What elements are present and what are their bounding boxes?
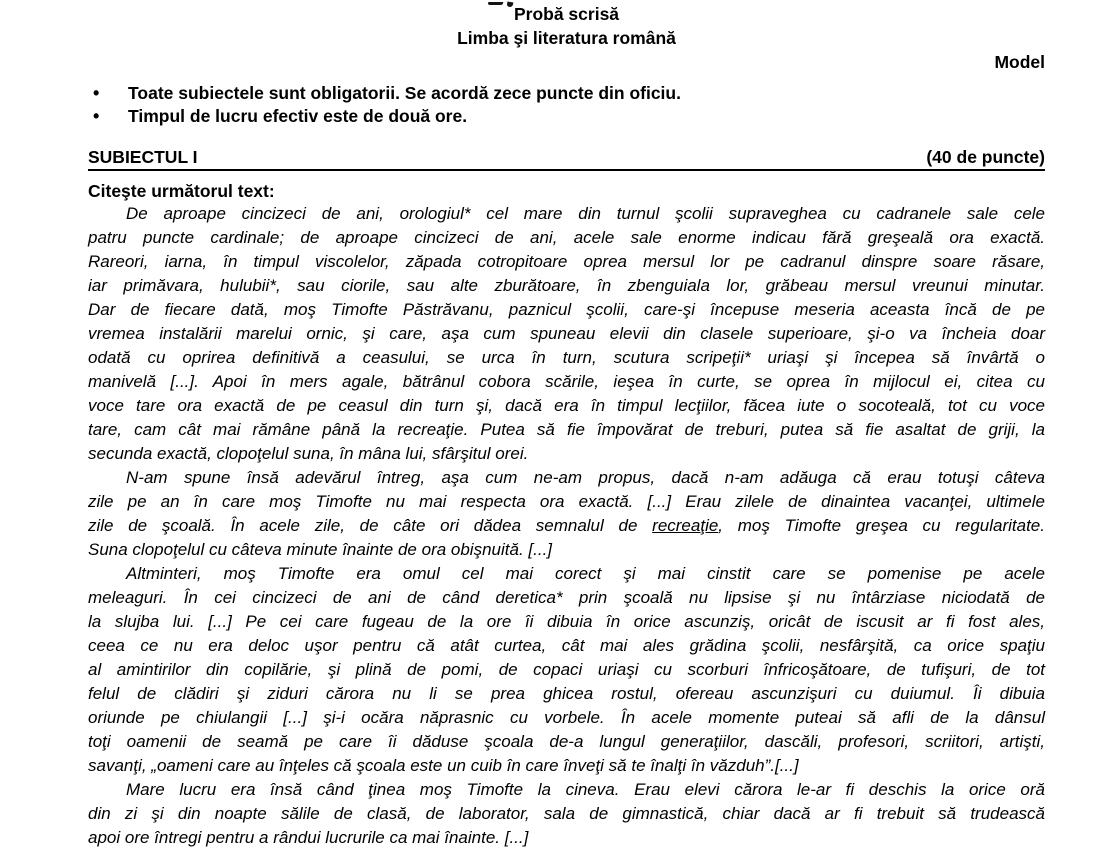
instructions-list <box>88 82 1045 128</box>
text-line: zile pe an în care moş Timofte nu mai respecta ora exactă. [...] Erau zilele de dinaintea vacanţei, ultimele <box>88 492 1045 511</box>
text-line: la slujba lui. [...] Pe cei care fugeau de la ore îi dibuia în orice ascunziş, oricât de iscusit ar fi fost ales, <box>88 612 1045 631</box>
instruction-text: Timpul de lucru efectiv este de două ore. <box>128 106 468 126</box>
bullet-icon: • <box>93 106 100 126</box>
read-text-label: Citeşte următorul text: <box>88 181 275 201</box>
text-line: Dar de fiecare dată, moş Timofte Păstrăvanu, paznicul şcolii, care-şi începuse meseria aceasta încă de pe <box>88 300 1045 319</box>
literary-text <box>88 202 1045 850</box>
bullet-icon: • <box>93 83 100 103</box>
text-line: vremea instalării marelui ornic, şi care, aşa cum spuneau elevii din clasele superioare, şi-o va încheia doar <box>88 324 1045 343</box>
instruction-item <box>88 82 1045 105</box>
instruction-item <box>88 105 1045 128</box>
text-line: savanţi, „oameni care au înţeles că şcoala este un cuib în care înveţi să te înalţi în văzduh”.[...] <box>88 756 799 775</box>
section-title: SUBIECTUL I <box>88 147 198 167</box>
text-line: Suna clopoţelul cu câteva minute înainte de ora obişnuită. [...] <box>88 540 553 559</box>
text-line: N-am spune însă adevărul întreg, aşa cum ne-am propus, dacă n-am adăuga că erau totuşi câteva <box>126 468 1045 487</box>
text-line: meleaguri. În cei cincizeci de ani de când deretica* prin şcoală nu lipsise şi nu întârziase niciodată de <box>88 588 1045 607</box>
subject-title: Limba şi literatura română <box>457 28 676 48</box>
cropped-glyph-mark <box>507 2 514 8</box>
text-line: voce tare ora exactă de pe ceasul din turn şi, dacă era în timpul lecţiilor, făcea iute o socoteală, tot cu voce <box>88 396 1045 415</box>
paragraph-4 <box>88 778 1045 850</box>
exam-type-title: Probă scrisă <box>513 4 620 24</box>
paragraph-2 <box>88 466 1045 562</box>
text-line: patru puncte cardinale; de aproape cincizeci de ani, acele sale enorme indicau fără greşeală ora exactă. <box>88 228 1045 247</box>
text-line: apoi ore întregi pentru a rândui lucrurile ca mai înainte. [...] <box>88 828 529 847</box>
section-header <box>88 148 1045 171</box>
text-line: De aproape cincizeci de ani, orologiul* cel mare din turnul şcolii supraveghea cu cadranele sale cele <box>126 204 1045 223</box>
text-line: toţi oamenii de seamă pe care îi dăduse şcoala de-a lungul generaţiilor, dascăli, profesori, scriitori, artişti, <box>88 732 1045 751</box>
text-line: iar primăvara, hulubii*, sau ciorile, sau alte zburătoare, în zbenguiala lor, grăbeau mersul vreunui minutar. <box>88 276 1045 295</box>
underlined-term: recreaţie <box>652 516 719 535</box>
text-line: al amintirilor din copilărie, şi plină de pomi, de copaci uriaşi cu scorburi înfricoşătoare, de tufişuri, de tot <box>88 660 1045 679</box>
text-line: Rareori, iarna, în timpul viscolelor, zăpada cotropitoare oprea mersul lor pe cadranul dinspre soare răsare, <box>88 252 1045 271</box>
model-label: Model <box>994 52 1045 72</box>
text-line: manivelă [...]. Apoi în mers agale, bătrânul cobora scările, ieşea în curte, se oprea în mijlocul ei, citea cu <box>88 372 1045 391</box>
paragraph-1 <box>88 202 1045 466</box>
text-segment: zile de şcoală. În acele zile, de câte ori dădea semnalul de <box>88 516 653 535</box>
text-line: felul de clădiri şi ziduri cărora nu li se prea ghicea rostul, ofereau ascunzişuri cu duiumul. Îi dibuia <box>88 684 1045 703</box>
document-page <box>0 2 1117 847</box>
instruction-text: Toate subiectele sunt obligatorii. Se acordă zece puncte din oficiu. <box>128 83 681 103</box>
text-line: Altminteri, moş Timofte era omul cel mai corect şi mai cinstit care se pomenise pe acele <box>126 564 1045 583</box>
text-line: odată cu oprirea definitivă a ceasului, se urca în turn, scutura scripeţii* uriaşi şi începea să învârtă o <box>88 348 1045 367</box>
cropped-line-fragment <box>0 2 1117 8</box>
text-segment: , moş Timofte greşea cu regularitate. <box>718 516 1045 535</box>
paragraph-3 <box>88 562 1045 778</box>
cropped-glyph-mark <box>488 2 504 5</box>
text-line: Mare lucru era însă când ţinea moş Timofte la cineva. Erau elevi cărora le-ar fi deschis la orice oră <box>126 780 1045 799</box>
text-line: tare, cam cât mai rămâne până la recreaţie. Putea să fie împovărat de treburi, putea să fie asaltat de griji, la <box>88 420 1045 439</box>
section-points: (40 de puncte) <box>926 147 1045 167</box>
text-line <box>88 514 1045 538</box>
text-line: secunda exactă, clopoţelul suna, în mâna lui, sfârşitul orei. <box>88 444 529 463</box>
text-line: oriunde pe chiulangii [...] şi-i ocăra năprasnic cu vorbele. În acele momente puteai să afli de la dânsul <box>88 708 1045 727</box>
text-line: din zi şi din noapte sălile de clasă, de laborator, sala de gimnastică, chiar dacă ar fi trebuit să trudească <box>88 804 1045 823</box>
text-line: ceea ce nu era deloc uşor pentru că atât curtea, cât mai ales grădina şcolii, nesfârşită, ca orice spaţiu <box>88 636 1045 655</box>
